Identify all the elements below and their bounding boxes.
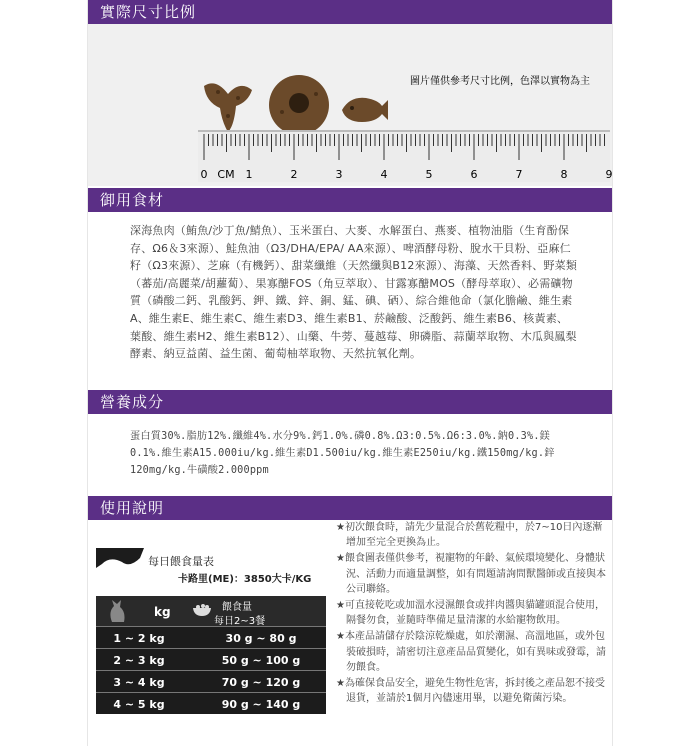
ruler — [198, 130, 613, 182]
section-title-size: 實際尺寸比例 — [100, 3, 197, 21]
section-header-size — [88, 0, 612, 24]
section-header-usage — [88, 496, 612, 520]
cat-sitting-icon — [102, 598, 132, 624]
section-header-nutrition — [88, 390, 612, 414]
feeding-table-header — [96, 548, 326, 596]
section-header-ingredients — [88, 188, 612, 212]
column-feed-amount: 餵食量 — [222, 602, 252, 613]
ruler-unit-label: CM — [217, 168, 235, 181]
usage-notes — [336, 520, 606, 707]
row-weight: 4 ~ 5 kg — [113, 698, 165, 711]
table-row — [96, 692, 326, 717]
ruler-number: 2 — [290, 168, 298, 181]
ruler-ticks — [198, 132, 613, 182]
row-amount: 30 g ~ 80 g — [225, 632, 297, 645]
row-amount: 90 g ~ 140 g — [221, 698, 301, 711]
usage-note: ★餵食圖表僅供參考，視寵物的年齡、氣候環境變化、身體狀況、活動力而適量調整，如有問題請詢問獸醫師或直接與本公司聯絡。 — [336, 553, 606, 595]
column-kg: kg — [154, 605, 171, 619]
row-weight: 3 ~ 4 kg — [113, 676, 165, 689]
ruler-number: 8 — [560, 168, 568, 181]
ruler-number: 5 — [425, 168, 433, 181]
kibble-triangle-image — [198, 76, 258, 138]
feeding-table-title: 每日餵食量表 — [148, 555, 214, 568]
ruler-number: 1 — [245, 168, 253, 181]
ruler-number: 9 — [605, 168, 613, 181]
section-title-ingredients: 御用食材 — [100, 191, 165, 209]
ruler-number: 7 — [515, 168, 523, 181]
kibble-fish-image — [338, 92, 390, 126]
ruler-number: 4 — [380, 168, 388, 181]
photo-note: 圖片僅供參考尺寸比例，色澤以實物為主 — [410, 76, 590, 87]
column-meals-per-day: 每日2~3餐 — [214, 616, 266, 627]
feeding-table-calories: 卡路里(ME)：3850大卡/KG — [178, 574, 312, 585]
kibble-ring-image — [266, 72, 332, 138]
nutrition-text: 蛋白質30%.脂肪12%.纖維4%.水分9%.鈣1.0%.磷0.8%.Ω3:0.5%.Ω6:3.0%.鈉0.3%.鎂0.1%.維生素A15.000iu/kg.維生素D1.500iu/kg.維生素E250iu/kg.鐵150mg/kg.鋅120mg/kg.牛磺酸2.000ppm — [130, 431, 555, 476]
section-title-usage: 使用說明 — [100, 499, 165, 517]
feeding-table — [96, 548, 326, 714]
row-amount: 70 g ~ 120 g — [221, 676, 301, 689]
ruler-number: 3 — [335, 168, 343, 181]
usage-note: ★初次餵食時，請先少量混合於舊乾糧中，於7~10日內逐漸增加至完全更換為止。 — [336, 522, 603, 549]
ruler-number: 6 — [470, 168, 478, 181]
cat-silhouette-icon — [96, 548, 144, 596]
usage-note: ★本產品請儲存於陰涼乾燥處，如於潮濕、高溫地區，或外包裝破損時，請密切注意產品品質變化，如有異味或發霉，請勿餵食。 — [336, 631, 606, 673]
section-title-nutrition: 營養成分 — [100, 393, 165, 411]
row-weight: 2 ~ 3 kg — [113, 654, 165, 667]
usage-note: ★可直接乾吃或加溫水浸濕餵食或拌肉醬與貓罐頭混合使用，隔餐勿食，並隨時準備足量清潔的水給寵物飲用。 — [336, 600, 605, 627]
row-amount: 50 g ~ 100 g — [221, 654, 301, 667]
row-weight: 1 ~ 2 kg — [113, 632, 165, 645]
usage-note: ★為確保食品安全，避免生物性危害，拆封後之產品恕不接受退貨，並請於1個月內儘速用畢，以避免衛菌污染。 — [336, 678, 605, 705]
feeding-table-column-header — [96, 596, 326, 626]
food-bowl-icon — [192, 602, 212, 618]
ruler-number: 0 — [200, 168, 208, 181]
ingredients-text: 深海魚肉（鮪魚/沙丁魚/鯖魚）、玉米蛋白、大麥、水解蛋白、燕麥、植物油脂（生育酚保存、Ω6＆3來源）、鮭魚油（Ω3/DHA/EPA/ AA來源）、啤酒酵母粉、脫水干貝粉、亞麻仁籽（Ω3來源）、芝麻（有機鈣）、甜菜纖維（天然纖與B12來源）、海藻、天然香料、野菜類（蕃茄/高麗菜/胡蘿蔔）、果寡醣FOS（角豆萃取）、甘露寡醣MOS（酵母萃取）、必需礦物質（磷酸二鈣、乳酸鈣、鉀、鐵、鋅、銅、錳、碘、硒）、綜合維他命（氯化膽鹼、維生素A、維生素E、維生素C、維生素D3、維生素B1、菸鹼酸、泛酸鈣、維生素B6、核黃素、葉酸、維生素H2、維生素B12）、山藥、牛蒡、蔓越莓、卵磷脂、蒜蘭萃取物、木瓜與鳳梨酵素、納豆益菌、益生菌、葡萄柚萃取物、天然抗氧化劑。 — [130, 224, 578, 361]
kibble-size-photo — [88, 24, 612, 186]
